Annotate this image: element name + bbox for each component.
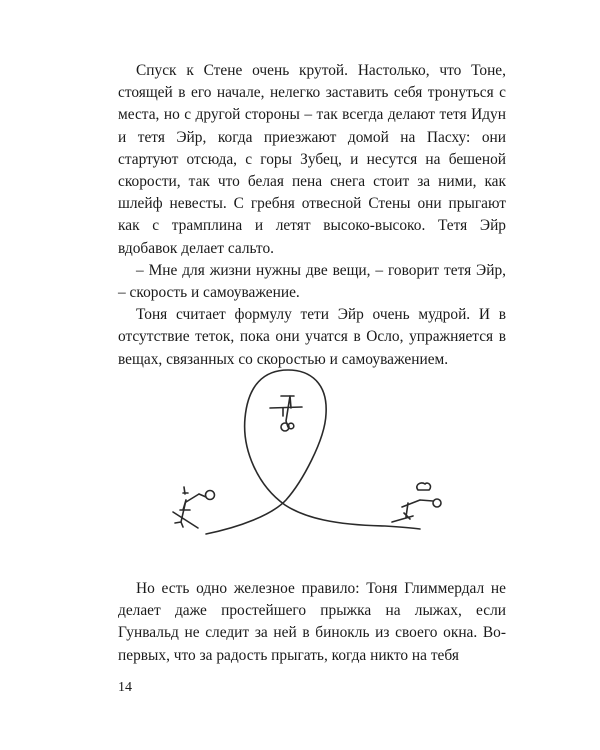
top-text-block bbox=[118, 60, 506, 371]
top-skier bbox=[270, 396, 302, 431]
paragraph-slope: Спуск к Стене очень крутой. Настолько, что Тоне, стоящей в его начале, нелегко заставить себя тронуться с места, но с другой стороны – так всегда делают тетя Идун и тетя Эйр, когда приезжают домой на Пасху: они стартуют отсюда, с горы Зубец, и несутся на бешеной скорости, так что белая пена снега стоит за ними, как шлейф невесты. С гребня отвесной Стены они прыгают как с трамплина и летят высоко-высоко. Тетя Эйр вдобавок делает сальто. bbox=[118, 62, 506, 257]
paragraph-formula: Тоня считает формулу тети Эйр очень мудрой. И в отсутствие теток, пока они учатся в Осло, упражняется в вещах, связанных со скоростью и самоуважением. bbox=[118, 306, 506, 368]
ski-track-line bbox=[206, 370, 420, 534]
paragraph-dialogue: – Мне для жизни нужны две вещи, – говорит тетя Эйр, – скорость и самоуважение. bbox=[118, 261, 506, 302]
right-skier bbox=[392, 483, 441, 522]
page-number: 14 bbox=[118, 680, 132, 695]
left-skier bbox=[173, 487, 215, 528]
bottom-text-block bbox=[118, 578, 506, 667]
paragraph-rule: Но есть одно железное правило: Тоня Глиммердал не делает даже простейшего прыжка на лыжах, если Гунвальд не следит за ней в бинокль из своего окна. Во-первых, что за радость прыгать, когда никто на тебя bbox=[118, 580, 506, 664]
